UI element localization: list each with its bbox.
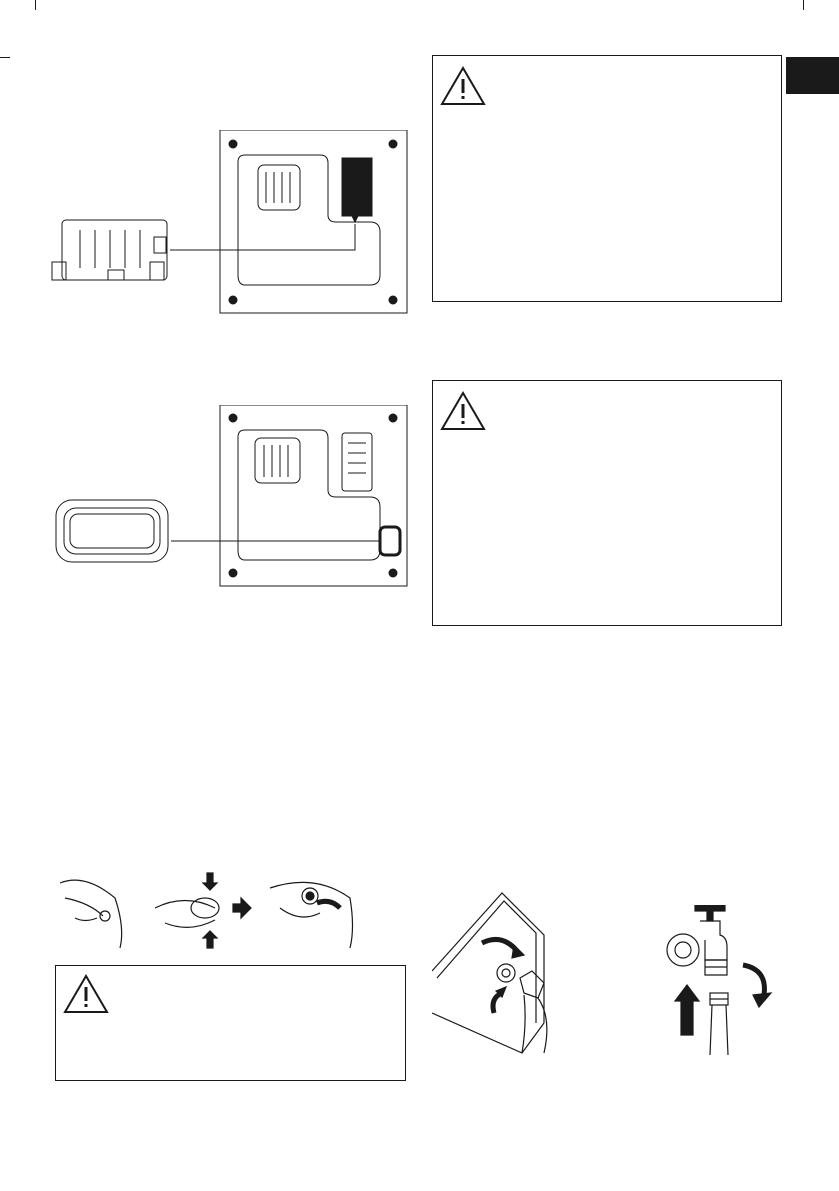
warning-triangle-icon — [440, 66, 486, 106]
connector-panel-figure — [50, 130, 410, 315]
language-tab — [786, 57, 839, 94]
warning-triangle-icon — [440, 391, 486, 431]
crop-mark-top-right-v — [803, 0, 804, 10]
warning-box-top-right — [432, 55, 782, 302]
crop-mark-top-left-h — [0, 57, 10, 58]
crop-mark-top-left-v — [35, 0, 36, 10]
transport-bolt-removal-figure — [55, 868, 405, 953]
warning-box-middle-right — [432, 380, 782, 626]
warning-triangle-icon — [63, 974, 109, 1014]
warning-box-bottom-left — [55, 965, 406, 1081]
hose-machine-connection-figure — [432, 883, 562, 1058]
pressure-outlet-figure — [50, 405, 410, 588]
hose-tap-connection-figure — [665, 905, 785, 1065]
